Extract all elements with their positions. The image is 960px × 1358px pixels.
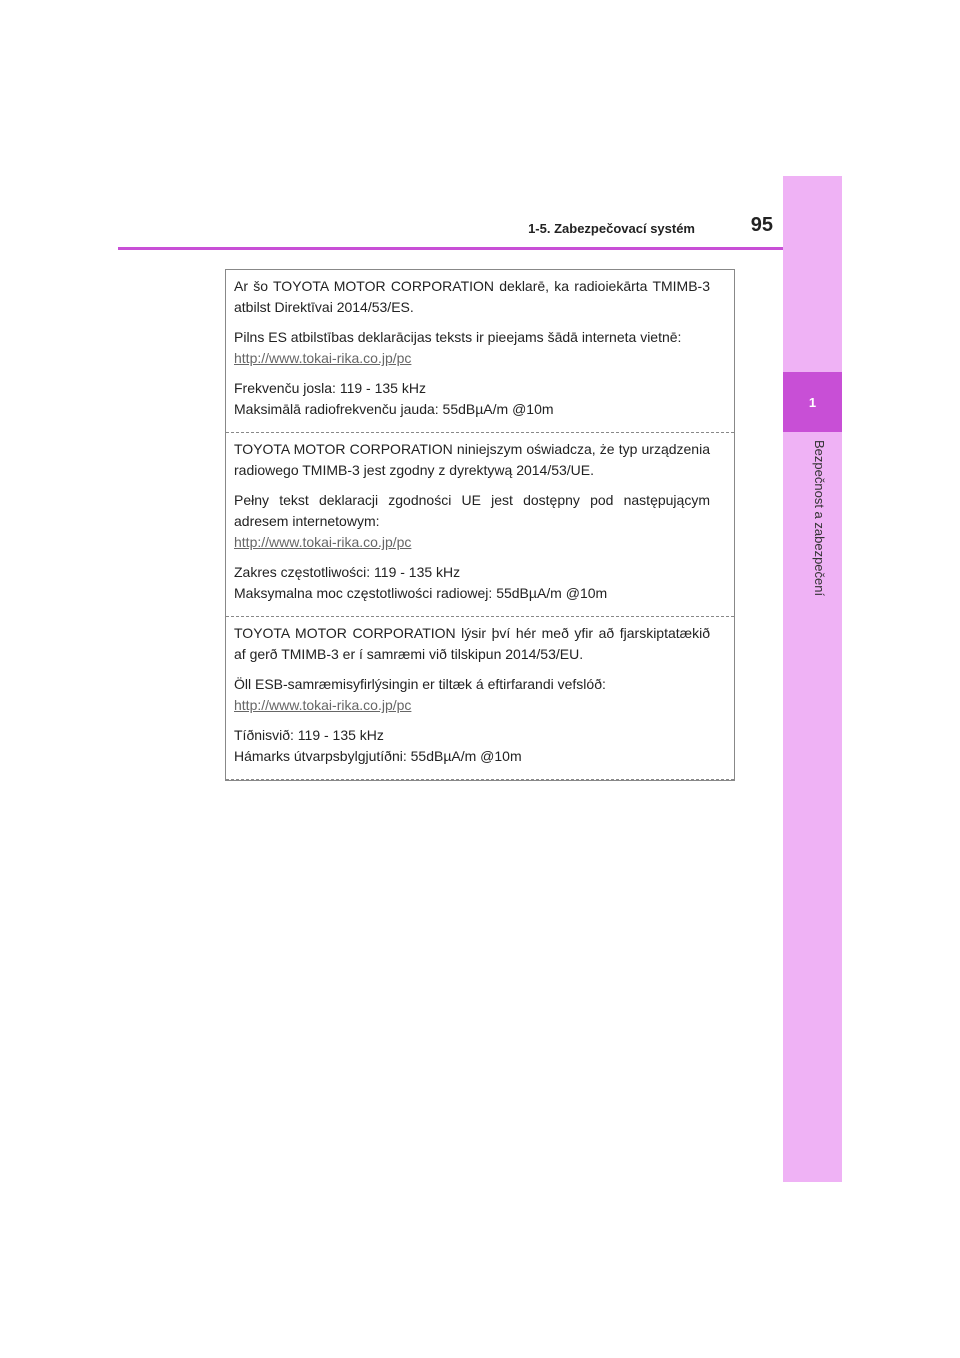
- chapter-number: 1: [808, 394, 817, 410]
- page-header: [118, 200, 783, 250]
- chapter-number-tab: [783, 372, 842, 432]
- declaration-icelandic: [226, 617, 734, 780]
- max-power: Maksymalna moc częstotliwości radiowej: 55dBµA/m @10m: [234, 585, 608, 601]
- chapter-label-container: [783, 440, 842, 640]
- declaration-latvian: [226, 270, 734, 433]
- chapter-label: Bezpečnost a zabezpečení: [812, 440, 827, 597]
- declaration-link[interactable]: http://www.tokai-rika.co.jp/pc: [234, 350, 412, 366]
- declaration-fulltext-note: Öll ESB-samræmisyfirlýsingin er tiltæk á eftirfarandi vefslóð:: [234, 676, 606, 692]
- declaration-fulltext-note: Pełny tekst deklaracji zgodności UE jest dostępny pod następującym adresem internetowym:: [234, 492, 710, 529]
- declaration-statement: Ar šo TOYOTA MOTOR CORPORATION deklarē, ka radioiekārta TMIMB-3 atbilst Direktīvai 2014/53/ES.: [234, 278, 710, 315]
- frequency-band: Frekvenču josla: 119 - 135 kHz: [234, 380, 426, 396]
- declaration-link[interactable]: http://www.tokai-rika.co.jp/pc: [234, 534, 412, 550]
- chapter-side-tab: [783, 176, 842, 1182]
- frequency-band: Tíðnisvið: 119 - 135 kHz: [234, 727, 384, 743]
- declaration-box: [225, 269, 735, 781]
- declaration-fulltext-note: Pilns ES atbilstības deklarācijas teksts ir pieejams šādā interneta vietnē:: [234, 329, 682, 345]
- declaration-polish: [226, 433, 734, 617]
- max-power: Maksimālā radiofrekvenču jauda: 55dBµA/m @10m: [234, 401, 554, 417]
- declaration-statement: TOYOTA MOTOR CORPORATION niniejszym oświadcza, że typ urządzenia radiowego TMIMB-3 jest zgodny z dyrektywą 2014/53/UE.: [234, 441, 710, 478]
- max-power: Hámarks útvarpsbylgjutíðni: 55dBµA/m @10m: [234, 748, 522, 764]
- declaration-statement: TOYOTA MOTOR CORPORATION lýsir því hér með yfir að fjarskiptatækið af gerð TMIMB-3 er í samræmi við tilskipun 2014/53/EU.: [234, 625, 710, 662]
- declaration-link[interactable]: http://www.tokai-rika.co.jp/pc: [234, 697, 412, 713]
- section-title: 1-5. Zabezpečovací systém: [528, 221, 695, 236]
- page-number: 95: [750, 214, 773, 236]
- frequency-band: Zakres częstotliwości: 119 - 135 kHz: [234, 564, 461, 580]
